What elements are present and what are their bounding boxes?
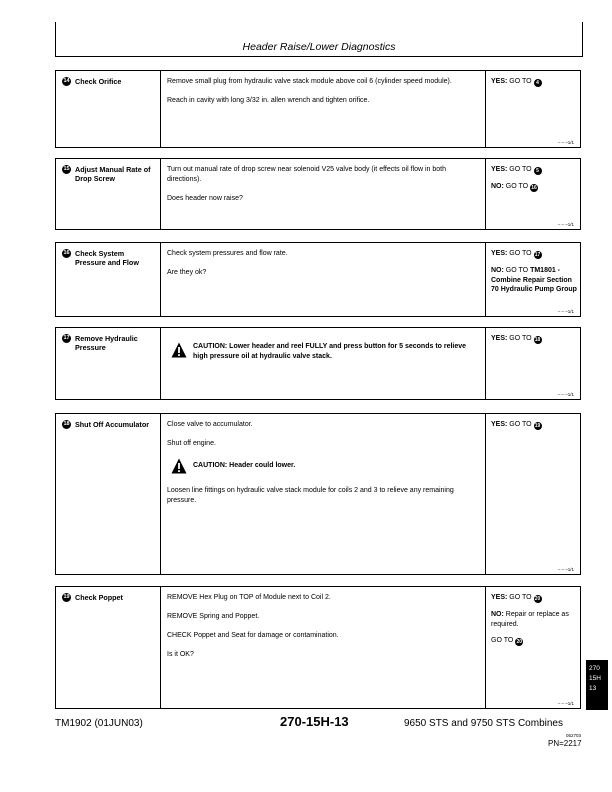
caution-block — [167, 342, 477, 362]
step-14-body — [167, 77, 477, 115]
body-paragraph: Close valve to accumulator. — [167, 421, 253, 428]
caution-text: CAUTION: Lower header and reel FULLY and press button for 5 seconds to relieve high pressure oil at hydraulic valve stack. — [193, 343, 467, 360]
step-number-badge: 19 — [63, 594, 70, 600]
step-17-result — [491, 334, 579, 351]
yes-result[interactable]: YES: GO TO 5 — [491, 165, 579, 175]
step-18-body — [167, 420, 477, 515]
yes-result[interactable]: YES: GO TO 4 — [491, 77, 579, 87]
body-paragraph: Shut off engine. — [167, 440, 216, 447]
footer-pn: PN=2217 — [548, 739, 582, 748]
step-title: Shut Off Accumulator — [75, 420, 150, 429]
header-rule — [55, 56, 583, 57]
step-18-heading — [62, 420, 158, 429]
step-14-result — [491, 77, 579, 94]
step-title: Check Orifice — [75, 77, 122, 86]
column-divider — [160, 414, 161, 574]
step-title: Check System Pressure and Flow — [75, 249, 139, 267]
goto-step-badge: 20 — [516, 639, 523, 645]
step-number-badge: 18 — [63, 421, 70, 427]
step-19-section — [55, 586, 581, 709]
section-side-tab: 270 15H 13 — [586, 660, 608, 710]
step-19-body — [167, 593, 477, 669]
column-divider — [485, 328, 486, 399]
goto-step-badge: 20 — [534, 596, 541, 602]
goto-step-badge: 18 — [534, 337, 541, 343]
body-paragraph: Is it OK? — [167, 651, 194, 658]
step-14-heading — [62, 77, 158, 86]
step-15-section — [55, 158, 581, 230]
step-15-heading — [62, 165, 158, 183]
warning-icon — [171, 342, 187, 358]
step-17-body — [167, 342, 477, 370]
page-marker: – – –1/1 — [557, 309, 574, 314]
column-divider — [485, 71, 486, 147]
column-divider — [485, 587, 486, 708]
step-17-heading — [62, 334, 158, 352]
step-title: Check Poppet — [75, 593, 123, 602]
page-marker: – – –1/1 — [557, 701, 574, 706]
page-marker: – – –1/1 — [557, 222, 574, 227]
column-divider — [485, 159, 486, 229]
page-marker: – – –1/1 — [557, 567, 574, 572]
goto-result[interactable]: GO TO 20 — [491, 637, 523, 645]
step-19-heading — [62, 593, 158, 602]
column-divider — [160, 71, 161, 147]
column-divider — [160, 243, 161, 316]
step-number-badge: 16 — [63, 250, 70, 256]
yes-result[interactable]: YES: GO TO 20 — [491, 594, 541, 602]
goto-step-badge: 19 — [534, 423, 541, 429]
caution-block — [167, 458, 477, 478]
step-number-badge: 17 — [63, 335, 70, 341]
body-paragraph: CHECK Poppet and Seat for damage or contamination. — [167, 632, 339, 639]
goto-step-badge: 16 — [531, 185, 537, 191]
step-15-result — [491, 165, 579, 199]
column-divider — [160, 328, 161, 399]
page-marker: – – –1/1 — [557, 140, 574, 145]
footer-page-number: 270-15H-13 — [280, 714, 349, 729]
step-18-result — [491, 420, 579, 437]
step-number-badge: 15 — [63, 166, 70, 172]
step-number-badge: 14 — [63, 78, 70, 84]
goto-step-badge: 4 — [534, 79, 542, 87]
body-paragraph: Turn out manual rate of drop screw near solenoid V25 valve body (it effects oil flow in both directions). — [167, 166, 446, 183]
step-16-result — [491, 249, 579, 302]
yes-result[interactable]: YES: GO TO 17 — [491, 250, 541, 258]
body-paragraph: REMOVE Spring and Poppet. — [167, 613, 260, 620]
caution-text: CAUTION: Header could lower. — [193, 462, 296, 469]
body-paragraph: Does header now raise? — [167, 195, 243, 202]
body-paragraph: Remove small plug from hydraulic valve stack module above coil 6 (cylinder speed module). — [167, 78, 452, 85]
step-17-section — [55, 327, 581, 400]
body-paragraph: Check system pressures and flow rate. — [167, 250, 288, 257]
step-16-body — [167, 249, 477, 287]
yes-result[interactable]: YES: GO TO 18 — [491, 335, 541, 343]
no-result[interactable]: NO: GO TO 16 — [491, 183, 537, 191]
goto-step-badge: 5 — [534, 167, 542, 175]
page-title: Header Raise/Lower Diagnostics — [242, 41, 396, 53]
footer-date: 052703 — [566, 733, 582, 738]
step-14-section — [55, 70, 581, 148]
column-divider — [160, 587, 161, 708]
goto-step-badge: 17 — [534, 252, 541, 258]
body-paragraph: Loosen line fittings on hydraulic valve stack module for coils 2 and 3 to relieve any remaining pressure. — [167, 487, 454, 504]
step-15-body — [167, 165, 477, 213]
body-paragraph: Reach in cavity with long 3/32 in. allen wrench and tighten orifice. — [167, 97, 370, 104]
no-result[interactable]: NO: GO TO TM1801 - Combine Repair Section 70 Hydraulic Pump Group — [491, 267, 577, 293]
step-19-result — [491, 593, 579, 653]
footer-manual-id: TM1902 (01JUN03) — [55, 718, 143, 729]
body-paragraph: REMOVE Hex Plug on TOP of Module next to Coil 2. — [167, 594, 331, 601]
step-16-section — [55, 242, 581, 317]
step-16-heading — [62, 249, 158, 267]
step-18-section — [55, 413, 581, 575]
page-marker: – – –1/1 — [557, 392, 574, 397]
column-divider — [160, 159, 161, 229]
column-divider — [485, 243, 486, 316]
column-divider — [485, 414, 486, 574]
step-title: Remove Hydraulic Pressure — [75, 334, 138, 352]
yes-result[interactable]: YES: GO TO 19 — [491, 421, 541, 429]
body-paragraph: Are they ok? — [167, 269, 207, 276]
footer-product: 9650 STS and 9750 STS Combines — [404, 718, 563, 729]
warning-icon — [171, 458, 187, 474]
step-title: Adjust Manual Rate of Drop Screw — [75, 165, 151, 183]
no-result[interactable]: NO: Repair or replace as required. — [491, 611, 569, 628]
